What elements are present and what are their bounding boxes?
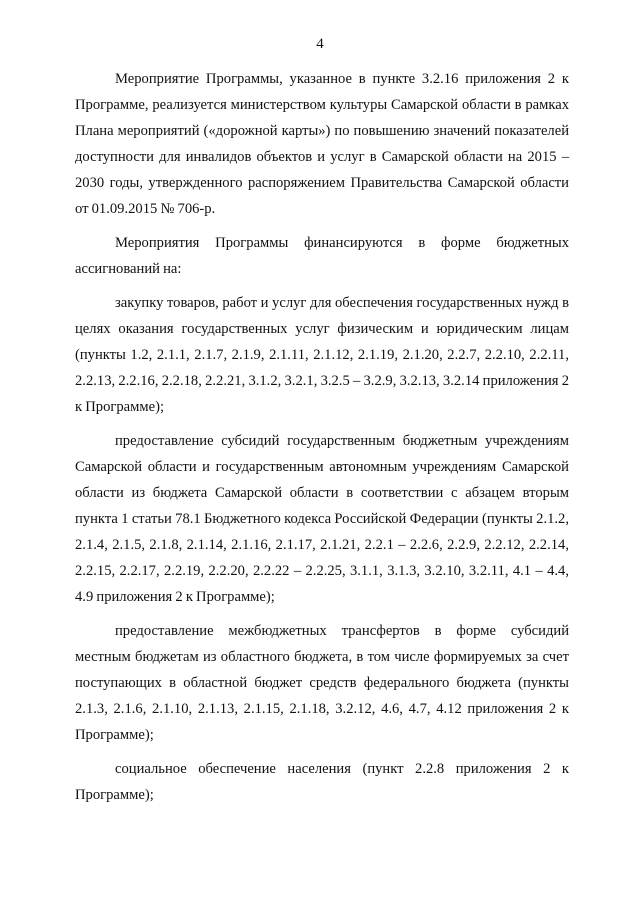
paragraph-subsidies-institutions: предоставление субсидий государственным бюджетным учреждениям Самарской области и государственным автономным учреждениям Самарской области из бюджета Самарской области в соответствии с абзацем вторым пункта 1 статьи 78.1 Бюджетного кодекса Российской Федерации (пункты 2.1.2, 2.1.4, 2.1.5, 2.1.8, 2.1.14, 2.1.16, 2.1.17, 2.1.21, 2.2.1 – 2.2.6, 2.2.9, 2.2.12, 2.2.14, 2.2.15, 2.2.17, 2.2.19, 2.2.20, 2.2.22 – 2.2.25, 3.1.1, 3.1.3, 3.2.10, 3.2.11, 4.1 – 4.4, 4.9 приложения 2 к Программе); xyxy=(75,433,569,605)
paragraph-program-event: Мероприятие Программы, указанное в пункте 3.2.16 приложения 2 к Программе, реализуется министерством культуры Самарской области в рамках Плана мероприятий («дорожной карты») по повышению значений показателей доступности для инвалидов объектов и услуг в Самарской области на 2015 – 2030 годы, утвержденного распоряжением Правительства Самарской области от 01.09.2015 № 706-р. xyxy=(75,71,569,217)
paragraph-procurement: закупку товаров, работ и услуг для обеспечения государственных нужд в целях оказания государственных услуг физическим и юридическим лицам (пункты 1.2, 2.1.1, 2.1.7, 2.1.9, 2.1.11, 2.1.12, 2.1.19, 2.1.20, 2.2.7, 2.2.10, 2.2.11, 2.2.13, 2.2.16, 2.2.18, 2.2.21, 3.1.2, 3.2.1, 3.2.5 – 3.2.9, 3.2.13, 3.2.14 приложения 2 к Программе); xyxy=(75,295,569,415)
document-body xyxy=(75,66,569,808)
paragraph-interbudget-transfers: предоставление межбюджетных трансфертов в форме субсидий местным бюджетам из областного бюджета, в том числе формируемых за счет поступающих в областной бюджет средств федерального бюджета (пункты 2.1.3, 2.1.6, 2.1.10, 2.1.13, 2.1.15, 2.1.18, 3.2.12, 4.6, 4.7, 4.12 приложения 2 к Программе); xyxy=(75,623,569,743)
page-number: 4 xyxy=(316,36,324,52)
paragraph-social-security: социальное обеспечение населения (пункт 2.2.8 приложения 2 к Программе); xyxy=(75,761,569,803)
paragraph-financing-intro: Мероприятия Программы финансируются в форме бюджетных ассигнований на: xyxy=(75,235,569,277)
